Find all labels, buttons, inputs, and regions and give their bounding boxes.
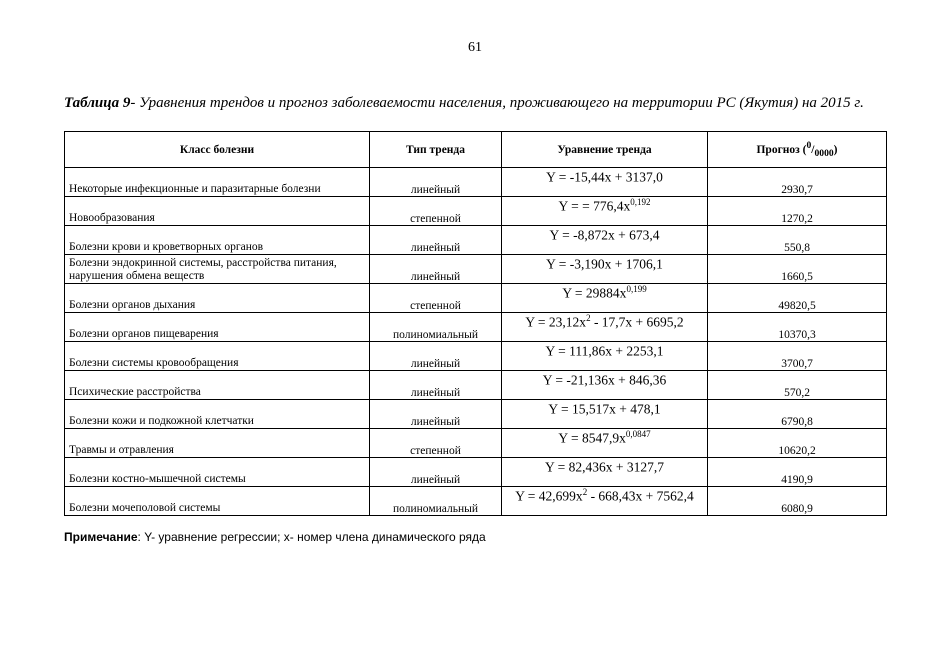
- table-row: [65, 284, 887, 313]
- table-row: [65, 342, 887, 371]
- disease-class-cell: Психические расстройства: [65, 371, 370, 400]
- table-row: [65, 400, 887, 429]
- trend-type-cell: степенной: [370, 429, 502, 458]
- disease-class-cell: Некоторые инфекционные и паразитарные болезни: [65, 168, 370, 197]
- trend-equation-cell: $Y = 29884x^{0,199}$: [502, 284, 708, 313]
- trend-type-cell: полиномиальный: [370, 487, 502, 516]
- disease-trend-table: [64, 131, 887, 516]
- disease-class-cell: Болезни крови и кроветворных органов: [65, 226, 370, 255]
- trend-equation-cell: Y = -21,136x + 846,36: [502, 371, 708, 400]
- forecast-cell: 10370,3: [708, 313, 887, 342]
- disease-class-cell: Болезни органов пищеварения: [65, 313, 370, 342]
- disease-class-cell: Новообразования: [65, 197, 370, 226]
- trend-type-cell: степенной: [370, 197, 502, 226]
- disease-class-cell: Болезни мочеполовой системы: [65, 487, 370, 516]
- forecast-cell: 49820,5: [708, 284, 887, 313]
- trend-equation-cell: $Y = 8547,9x^{0,0847}$: [502, 429, 708, 458]
- forecast-cell: 6790,8: [708, 400, 887, 429]
- trend-type-cell: линейный: [370, 371, 502, 400]
- table-header-row: [65, 132, 887, 168]
- disease-class-cell: Болезни кожи и подкожной клетчатки: [65, 400, 370, 429]
- forecast-cell: 1270,2: [708, 197, 887, 226]
- trend-equation-cell: Y = -3,190x + 1706,1: [502, 255, 708, 284]
- table-row: [65, 313, 887, 342]
- disease-class-cell: Болезни системы кровообращения: [65, 342, 370, 371]
- forecast-cell: 1660,5: [708, 255, 887, 284]
- trend-type-cell: линейный: [370, 400, 502, 429]
- forecast-cell: 6080,9: [708, 487, 887, 516]
- table-row: [65, 168, 887, 197]
- trend-equation-cell: Y = 82,436x + 3127,7: [502, 458, 708, 487]
- trend-type-cell: линейный: [370, 226, 502, 255]
- disease-class-cell: Болезни эндокринной системы, расстройства питания, нарушения обмена веществ: [65, 255, 370, 284]
- disease-class-cell: Травмы и отравления: [65, 429, 370, 458]
- trend-type-cell: степенной: [370, 284, 502, 313]
- trend-type-cell: полиномиальный: [370, 313, 502, 342]
- header-disease-class: Класс болезни: [65, 132, 370, 168]
- header-trend-type: Тип тренда: [370, 132, 502, 168]
- header-forecast: Прогноз $(^0/_{0000})$: [708, 132, 887, 168]
- trend-type-cell: линейный: [370, 255, 502, 284]
- forecast-cell: 10620,2: [708, 429, 887, 458]
- trend-equation-cell: $Y = 42,699x^2 - 668,43x + 7562,4$: [502, 487, 708, 516]
- caption-text: - Уравнения трендов и прогноз заболеваемости населения, проживающего на территории РС (Якутия) на 2015 г.: [130, 95, 864, 111]
- table-row: [65, 226, 887, 255]
- trend-equation-cell: Y = 111,86x + 2253,1: [502, 342, 708, 371]
- forecast-cell: 550,8: [708, 226, 887, 255]
- trend-equation-cell: Y = -15,44x + 3137,0: [502, 168, 708, 197]
- table-row: [65, 487, 887, 516]
- trend-type-cell: линейный: [370, 458, 502, 487]
- note-text: : Y- уравнение регрессии; x- номер члена динамического ряда: [137, 530, 486, 544]
- table-row: [65, 371, 887, 400]
- note-label: Примечание: [64, 530, 138, 544]
- table-row: [65, 429, 887, 458]
- disease-class-cell: Болезни костно-мышечной системы: [65, 458, 370, 487]
- trend-type-cell: линейный: [370, 342, 502, 371]
- table-row: [65, 458, 887, 487]
- forecast-cell: 4190,9: [708, 458, 887, 487]
- forecast-cell: 570,2: [708, 371, 887, 400]
- table-row: [65, 255, 887, 284]
- trend-equation-cell: Y = -8,872x + 673,4: [502, 226, 708, 255]
- trend-equation-cell: $Y = 23,12x^2 - 17,7x + 6695,2$: [502, 313, 708, 342]
- table-caption: [64, 95, 886, 112]
- forecast-cell: 3700,7: [708, 342, 887, 371]
- disease-class-cell: Болезни органов дыхания: [65, 284, 370, 313]
- forecast-cell: 2930,7: [708, 168, 887, 197]
- trend-equation-cell: Y = 15,517x + 478,1: [502, 400, 708, 429]
- trend-equation-cell: Y = = $776,4x^{0,192}$: [502, 197, 708, 226]
- trend-type-cell: линейный: [370, 168, 502, 197]
- table-row: [65, 197, 887, 226]
- header-trend-equation: Уравнение тренда: [502, 132, 708, 168]
- table-note: [64, 530, 486, 544]
- caption-label: Таблица 9: [64, 95, 131, 111]
- page-number: 61: [468, 40, 482, 55]
